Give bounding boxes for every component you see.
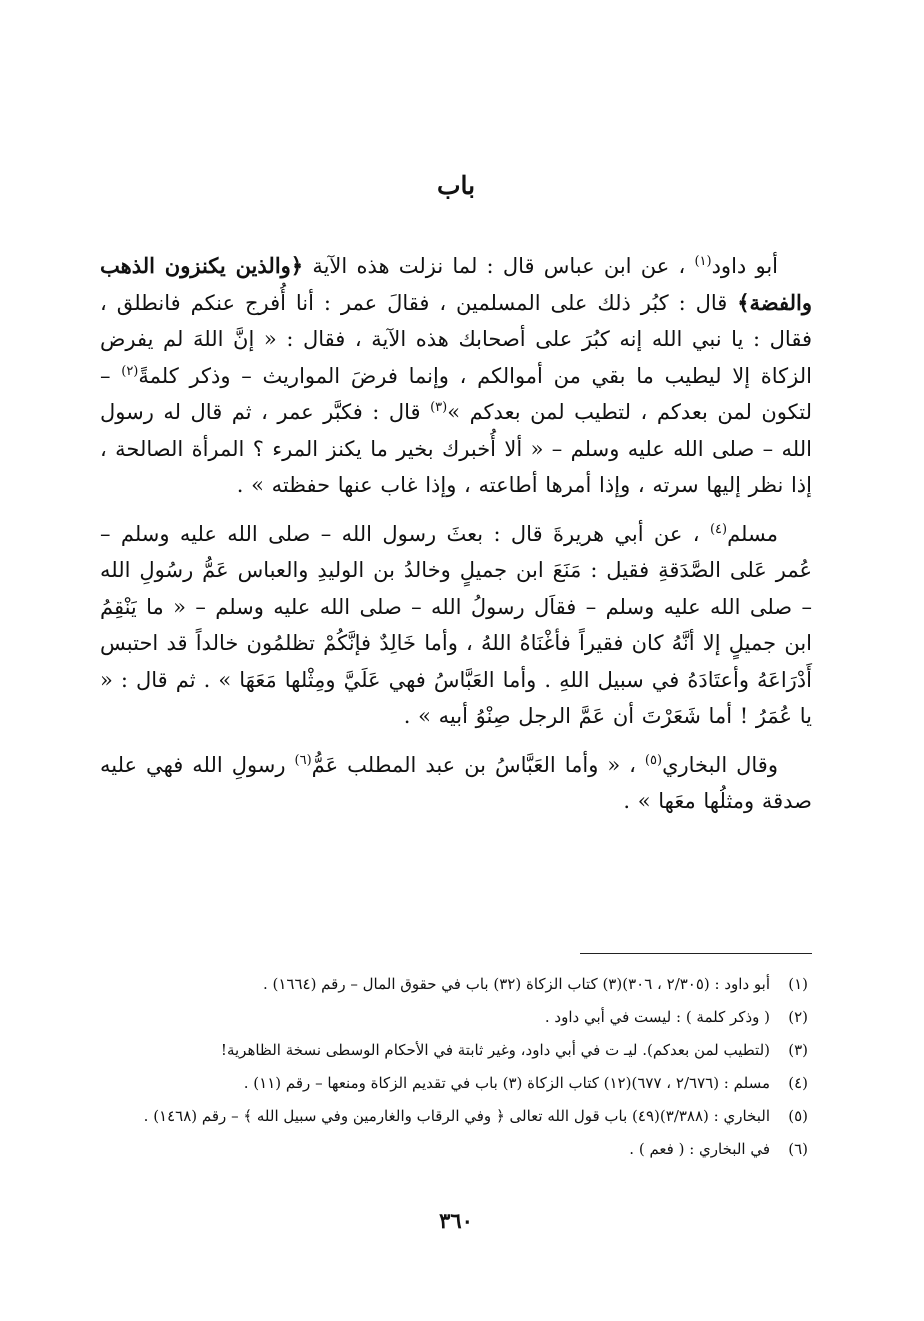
text-run: – لتكون لمن بعدكم ، لتطيب لمن بعدكم » (100, 363, 812, 424)
document-page (100, 160, 812, 1260)
footnote-number: (٣) (788, 1041, 808, 1059)
footnote-text: ( وذكر كلمة ) : ليست في أبي داود . (544, 1008, 770, 1026)
footnote (100, 1135, 812, 1163)
text-run: أبو داود (711, 254, 778, 278)
footnote-number: (٢) (788, 1008, 808, 1026)
footnote-text: أبو داود : (٢/٣٠٥ ، ٣٠٦)(٣) كتاب الزكاة (٣٢) باب في حقوق المال – رقم (١٦٦٤) . (262, 975, 770, 993)
footnote-text: البخاري : (٣/٣٨٨)(٤٩) باب قول الله تعالى ﴿ وفي الرقاب والغارمين وفي سبيل الله ﴾ – رقم (١٤٦٨) . (143, 1107, 770, 1125)
hadith-paragraph-bukhari (100, 747, 812, 820)
footnote (100, 1102, 812, 1130)
footnote-number: (٦) (788, 1140, 808, 1158)
footnote-text: في البخاري : ( فعم ) . (629, 1140, 770, 1158)
section-heading: باب (436, 171, 476, 200)
text-run: قال : فكبَّر عمر ، ثم قال له رسول الله – صلى الله عليه وسلم – « ألا أُخبرك بخير ما يكنز المرء ؟ المرأة الصالحة ، إذا نظر إليها سرته ، وإذا أمرها أطاعته ، وإذا غاب عنها حفظته » . (100, 400, 812, 497)
footnotes (100, 970, 812, 1168)
text-run: ، عن ابن عباس قال : لما نزلت هذه الآية (303, 254, 695, 278)
footnote (100, 1069, 812, 1097)
page-number: ٣٦٠ (439, 1208, 473, 1233)
footnote-ref: (٢) (121, 363, 139, 379)
footnote-ref: (٥) (644, 752, 663, 768)
footnote-number: (١) (788, 975, 808, 993)
footnote-text: (لتطيب لمن بعدكم). ليـ ت في أبي داود، وغير ثابتة في الأحكام الوسطى نسخة الظاهرية! (220, 1041, 770, 1059)
text-run: وقال البخاري (662, 752, 778, 777)
footnote-ref: (٤) (709, 521, 728, 537)
footnote (100, 970, 812, 998)
footnote-ref: (٣) (430, 400, 448, 415)
text-run: رسولِ الله فهي عليه صدقة ومثلُها معَها » . (100, 752, 812, 813)
footnote-ref: (٦) (294, 752, 312, 768)
footnote-text: مسلم : (٢/٦٧٦ ، ٦٧٧)(١٢) كتاب الزكاة (٣) باب في تقديم الزكاة ومنعها – رقم (١١) . (243, 1074, 770, 1092)
footnote (100, 1036, 812, 1064)
footnote (100, 1003, 812, 1031)
body-text (100, 248, 812, 832)
text-run: ، عن أبي هريرةَ قال : بعثَ رسول الله – صلى الله عليه وسلم – عُمر عَلى الصَّدَقةِ فقيل : مَنَعَ ابن جميلٍ وخالدُ بن الوليدِ والعباس عَمُّ رسُولِ الله – صلى الله عليه وسلم – فقاَل رسولُ الله – صلى الله عليه وسلم – « ما يَنْقِمُ ابن جميلٍ إلا أنَّهُ كان فقيراً فأغْنَاهُ اللهُ ، وأما خَالِدٌ فإنَّكُمْ تظلمُون خالداً قد احتبس أَدْرَاعَهُ وأعتَادَهُ في سبيل اللهِ . وأما العَبَّاسُ فهي عَلَيَّ ومِثْلها مَعَهَا » . ثم قال : « يا عُمَرُ ! أما شَعَرْتَ أن عَمَّ الرجل صِنْوُ أبيه » . (100, 521, 812, 728)
text-run: مسلم (727, 521, 778, 546)
hadith-paragraph-muslim (100, 516, 812, 735)
footnote-number: (٤) (788, 1074, 808, 1092)
footnote-separator (580, 953, 812, 954)
text-run: ، « وأما العَبَّاسُ بن عبد المطلب عَمُّ (311, 752, 645, 777)
quran-verse: ﴿والذين يكنزون الذهب والفضة﴾ (100, 253, 812, 315)
text-run: قال : كبُر ذلك على المسلمين ، فقالَ عمر : أنا أُفرج عنكم فانطلق ، فقال : يا نبي الله إنه كبُرَ على أصحابك هذه الآية ، فقال : « إنَّ اللهَ لم يفرض الزكاة إلا ليطيب ما بقي من أموالكم ، وإنما فرضَ المواريث – وذكر كلمةً (100, 290, 812, 388)
hadith-paragraph-abu-dawud (100, 248, 812, 504)
footnote-number: (٥) (788, 1107, 808, 1125)
footnote-ref: (١) (694, 254, 712, 269)
